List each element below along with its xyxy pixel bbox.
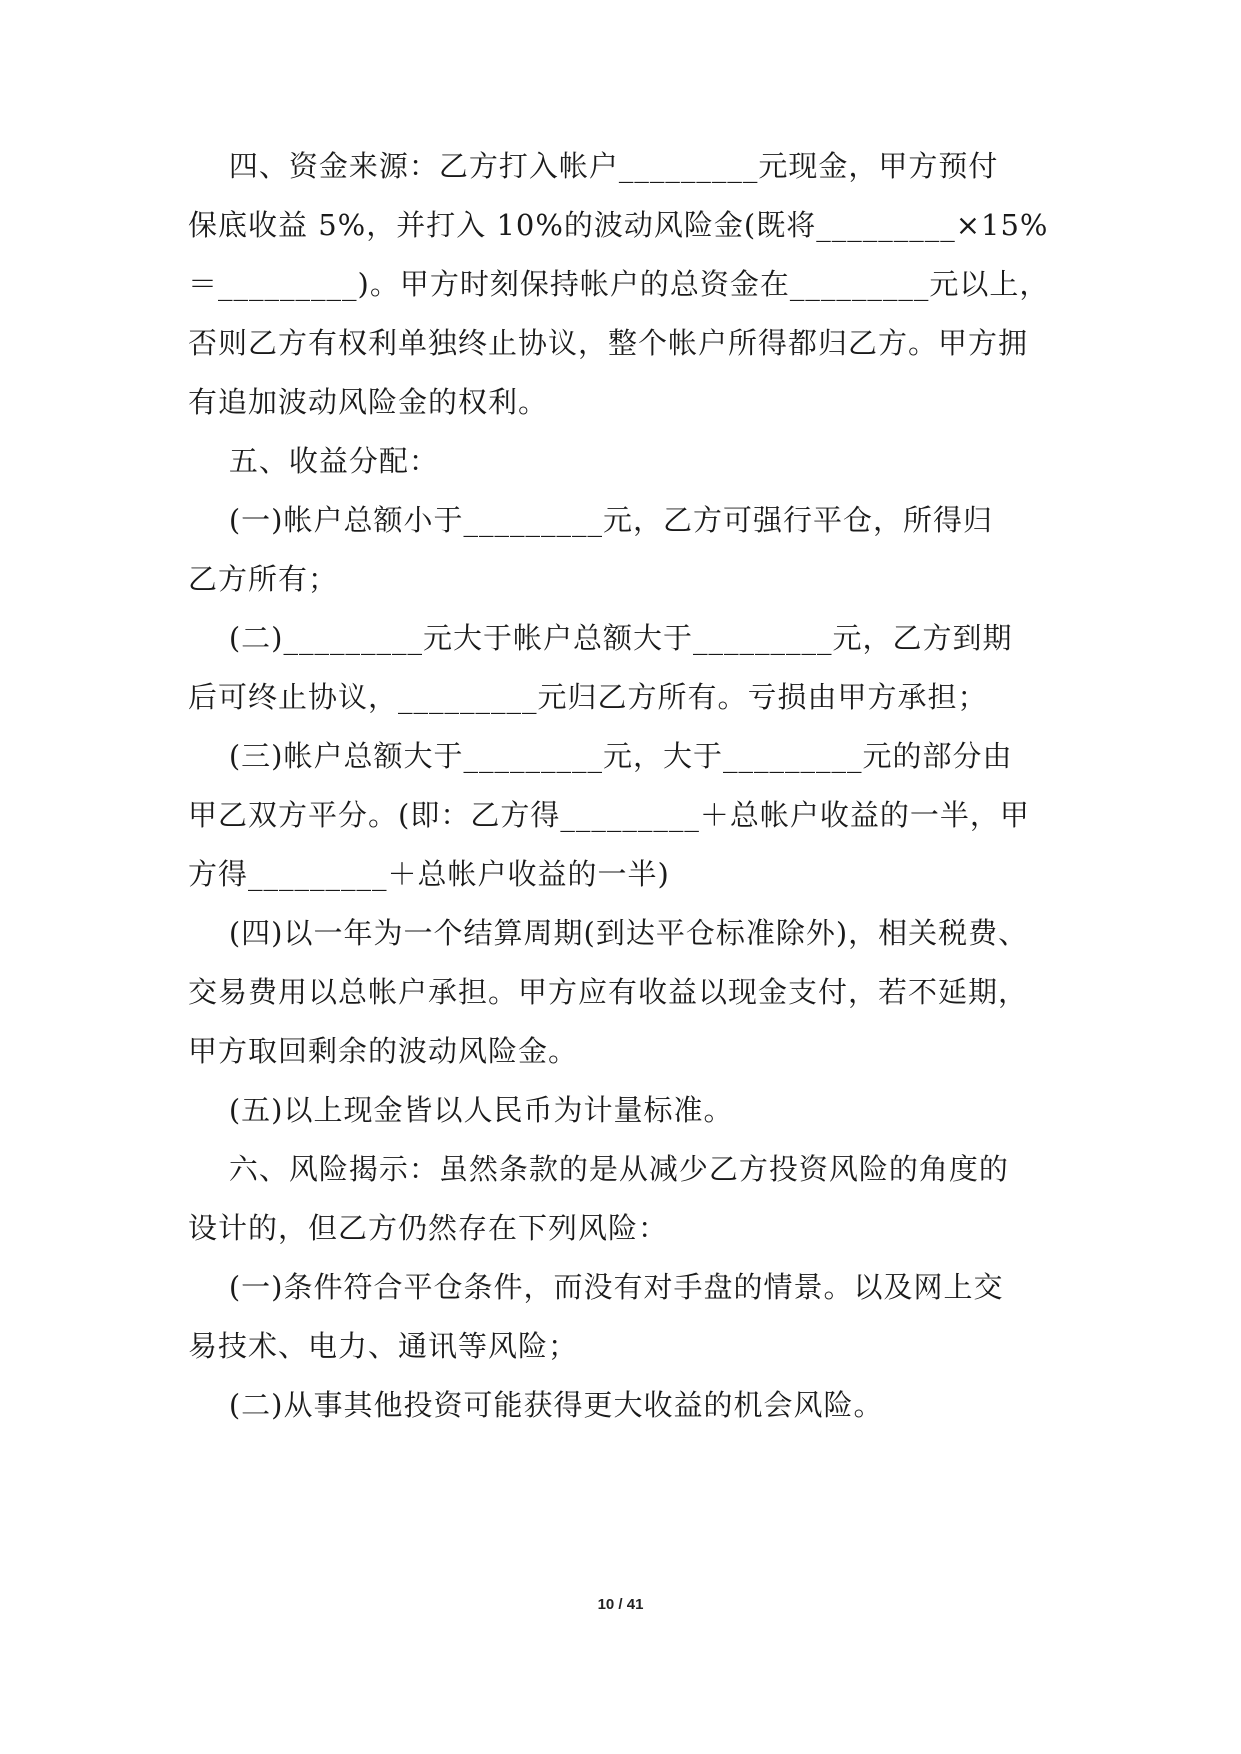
text-line: 方得_________＋总帐户收益的一半): [188, 857, 670, 891]
page-number: 10 / 41: [597, 1596, 644, 1613]
text-line: (二)_________元大于帐户总额大于_________元，乙方到期: [188, 621, 1013, 655]
text-line: 五、收益分配：: [188, 444, 439, 478]
text-line: 甲方取回剩余的波动风险金。: [188, 1034, 579, 1068]
text-line: 有追加波动风险金的权利。: [188, 385, 549, 419]
text-line: 保底收益 5%，并打入 10%的波动风险金(既将_________×15%: [188, 208, 1049, 242]
text-line: (五)以上现金皆以人民币为计量标准。: [188, 1093, 734, 1127]
text-line: 甲乙双方平分。(即：乙方得_________＋总帐户收益的一半，甲: [188, 798, 1030, 832]
text-line: 交易费用以总帐户承担。甲方应有收益以现金支付，若不延期，: [188, 975, 1029, 1009]
text-line: (四)以一年为一个结算周期(到达平仓标准除外)，相关税费、: [188, 916, 1029, 950]
text-line: (三)帐户总额大于_________元，大于_________元的部分由: [188, 739, 1013, 773]
text-line: 易技术、电力、通讯等风险；: [188, 1329, 579, 1363]
text-line: 后可终止协议，_________元归乙方所有。亏损由甲方承担；: [188, 680, 988, 714]
text-line: ＝_________)。甲方时刻保持帐户的总资金在_________元以上，: [188, 267, 1050, 301]
text-line: (一)帐户总额小于_________元，乙方可强行平仓，所得归: [188, 503, 994, 537]
text-line: (二)从事其他投资可能获得更大收益的机会风险。: [188, 1388, 884, 1422]
text-line: 乙方所有；: [188, 562, 339, 596]
text-line: 设计的，但乙方仍然存在下列风险：: [188, 1211, 669, 1245]
text-line: 否则乙方有权利单独终止协议，整个帐户所得都归乙方。甲方拥: [188, 326, 1029, 360]
text-line: 六、风险揭示：虽然条款的是从减少乙方投资风险的角度的: [188, 1152, 1009, 1186]
text-line: (一)条件符合平仓条件，而没有对手盘的情景。以及网上交: [188, 1270, 1004, 1304]
text-line: 四、资金来源：乙方打入帐户_________元现金，甲方预付: [188, 149, 999, 183]
